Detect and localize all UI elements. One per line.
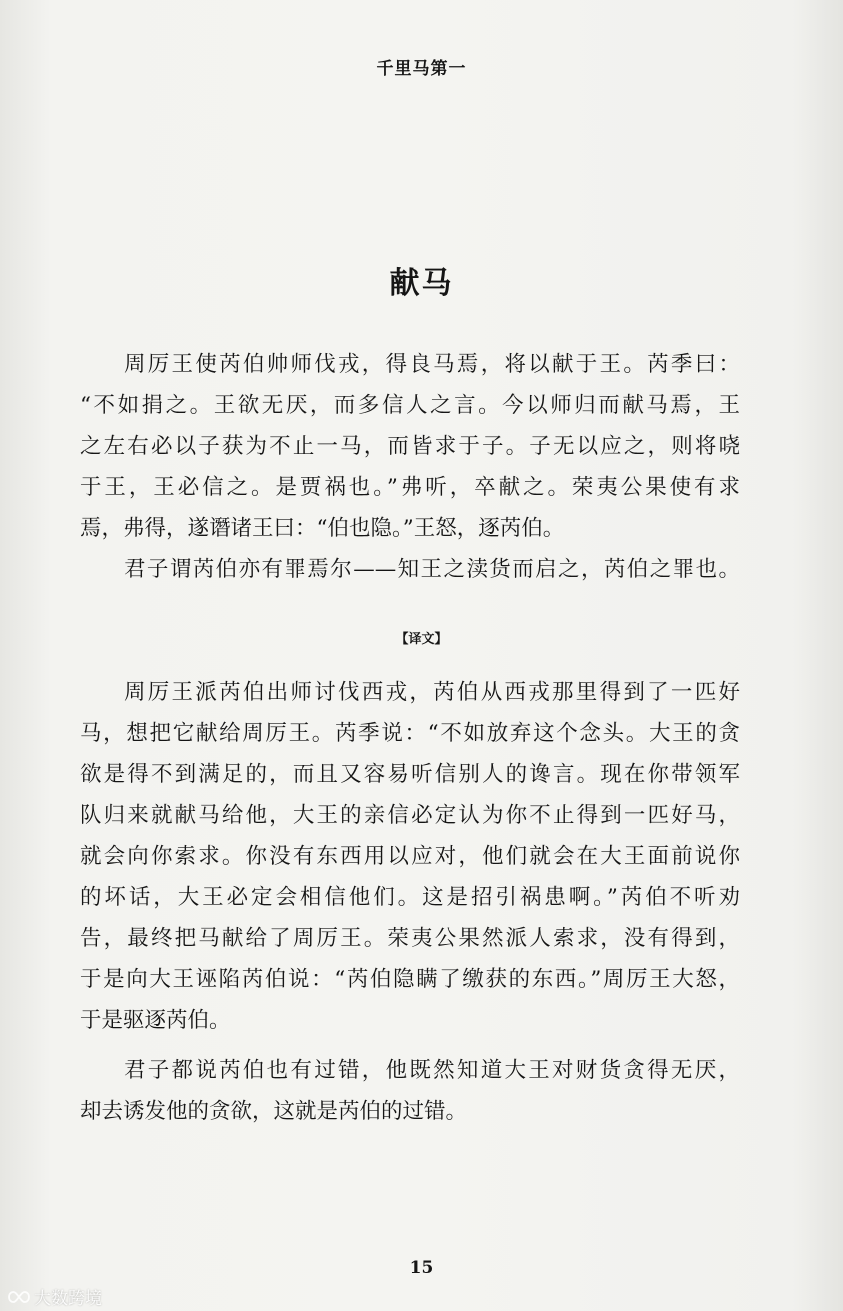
text-line: 的坏话，大王必定会相信他们。这是招引祸患啊。”芮伯不听劝 bbox=[80, 885, 740, 910]
text-line: 却去诱发他的贪欲，这就是芮伯的过错。 bbox=[80, 1099, 468, 1124]
text-line: 君子都说芮伯也有过错，他既然知道大王对财货贪得无厌， bbox=[124, 1058, 740, 1083]
watermark-text: 大数跨境 bbox=[34, 1289, 102, 1309]
text-line: 队归来就献马给他，大王的亲信必定认为你不止得到一匹好马， bbox=[80, 803, 740, 828]
page-number: 15 bbox=[409, 1258, 434, 1278]
translation-paragraph-2 bbox=[80, 1050, 740, 1132]
chapter-title: 献马 bbox=[389, 266, 454, 301]
text-line: 周厉王使芮伯帅师伐戎，得良马焉，将以献于王。芮季曰： bbox=[124, 352, 740, 377]
running-head: 千里马第一 bbox=[376, 59, 467, 79]
text-line: 君子谓芮伯亦有罪焉尔——知王之渎货而启之，芮伯之罪也。 bbox=[124, 557, 740, 582]
translation-label: 【译文】 bbox=[395, 632, 448, 647]
infinity-logo-icon bbox=[8, 1290, 30, 1304]
text-line: 欲是得不到满足的，而且又容易听信别人的谗言。现在你带领军 bbox=[80, 762, 740, 787]
translation-paragraph-1 bbox=[80, 672, 740, 1041]
original-text-paragraph-2 bbox=[80, 549, 740, 590]
text-line: 周厉王派芮伯出师讨伐西戎，芮伯从西戎那里得到了一匹好 bbox=[124, 680, 740, 705]
text-line: 于是驱逐芮伯。 bbox=[80, 1008, 231, 1033]
text-line: 马，想把它献给周厉王。芮季说：“不如放弃这个念头。大王的贪 bbox=[80, 721, 740, 746]
text-line: “不如捐之。王欲无厌，而多信人之言。今以师归而献马焉，王 bbox=[80, 393, 740, 418]
text-line: 焉，弗得，遂谮诸王曰：“伯也隐。”王怒，逐芮伯。 bbox=[80, 516, 565, 541]
text-line: 就会向你索求。你没有东西用以应对，他们就会在大王面前说你 bbox=[80, 844, 740, 869]
text-line: 于王，王必信之。是贾祸也。”弗听，卒献之。荣夷公果使有求 bbox=[80, 475, 740, 500]
text-line: 之左右必以子获为不止一马，而皆求于子。子无以应之，则将哓 bbox=[80, 434, 740, 459]
watermark bbox=[8, 1284, 102, 1309]
text-line: 告，最终把马献给了周厉王。荣夷公果然派人索求，没有得到， bbox=[80, 926, 740, 951]
text-line: 于是向大王诬陷芮伯说：“芮伯隐瞒了缴获的东西。”周厉王大怒， bbox=[80, 967, 740, 992]
original-text-paragraph-1 bbox=[80, 344, 740, 549]
